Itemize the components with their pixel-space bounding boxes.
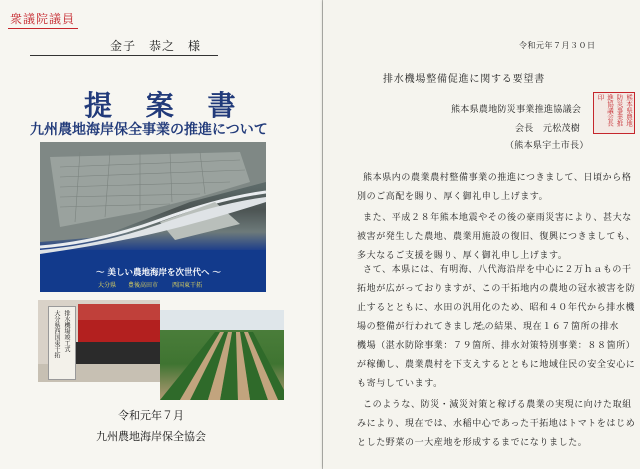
photo-location-1: 大分県	[98, 282, 117, 289]
cover-organization: 九州農地海岸保全協会	[96, 430, 206, 443]
body-paragraph-3-line-1: さて、本県には、有明海、八代海沿岸を中心に２万ｈａもの干	[363, 265, 632, 275]
ceremony-banner-left: 大分県西国東干拓	[53, 310, 60, 358]
ceremony-backdrop	[78, 320, 160, 342]
field-rows-illustration	[160, 310, 284, 400]
body-paragraph-3-line-4: 場の整備が行われてきました。	[357, 322, 492, 332]
ceremony-canopy	[78, 304, 160, 320]
body-paragraph-3-line-4-cont: その結果、現在１６７箇所の排水	[475, 322, 620, 332]
body-paragraph-2-line-3: 多大なるご支援を賜り、厚く御礼申し上げます。	[357, 251, 568, 261]
body-paragraph-4-line-2: みにより、現在では、水稲中心であった干拓地はトマトをはじめ	[357, 419, 636, 429]
body-paragraph-2-line-2: 被害が発生した農地、農業用施設の復旧、復興につきましても、	[357, 232, 636, 242]
body-paragraph-3-line-5: 機場（湛水防除事業：７９箇所、排水対策特別事業：８８箇所）	[357, 341, 636, 351]
body-paragraph-3-line-2: 拓地が広がっておりますが、この干拓地内の農地の冠水被害を防	[357, 284, 636, 294]
cover-date: 令和元年７月	[118, 409, 184, 422]
body-paragraph-4-line-3: とした野菜の一大産地を形成するまでになりました。	[357, 438, 588, 448]
official-seal-stamp	[593, 92, 635, 134]
official-seal-text: 熊本県農地防災事業推進協議会長印	[596, 94, 633, 127]
letter-title: 排水機場整備促進に関する要望書	[383, 74, 545, 85]
request-letter-page	[323, 0, 640, 469]
recipient-title-underline	[8, 28, 78, 29]
body-paragraph-1-line-1: 熊本県内の農業農村整備事業の推進につきまして、日頃から格	[363, 173, 632, 183]
recipient-name-underline	[30, 55, 218, 56]
recipient-name: 金子 恭之 様	[110, 39, 202, 53]
aerial-farmland-photo	[40, 142, 266, 292]
recipient-title: 衆議院議員	[10, 12, 76, 26]
sender-organization: 熊本県農地防災事業推進協議会	[451, 105, 582, 115]
body-paragraph-1-line-2: 別のご高配を賜り、厚く御礼申し上げます。	[357, 192, 549, 202]
photo-caption: 〜 美しい農地海岸を次世代へ 〜	[96, 268, 221, 278]
body-paragraph-4-line-1: このような、防災・減災対策と稼げる農業の実現に向けた取組	[363, 400, 632, 410]
photo-location-2: 豊後高田市	[128, 282, 159, 289]
proposal-subtitle: 九州農地海岸保全事業の推進について	[30, 122, 268, 138]
ceremony-photo	[38, 300, 160, 382]
sender-name: 会長 元松茂樹	[515, 124, 581, 134]
ceremony-banner-right: 排水機場竣工式	[63, 310, 70, 352]
body-paragraph-3-line-6: が稼働し、農業農村を下支えするとともに地域住民の安全安心に	[357, 360, 636, 370]
document-type-heading: 提 案 書	[84, 89, 248, 122]
sender-affiliation: （熊本県宇土市長）	[505, 141, 589, 151]
photo-location-3: 西国東干拓	[172, 282, 203, 289]
letter-date: 令和元年７月３０日	[519, 41, 596, 50]
body-paragraph-3-line-3: 止するとともに、水田の汎用化のため、昭和４０年代から排水機	[357, 303, 636, 313]
body-paragraph-3-line-7: も寄与しています。	[357, 379, 443, 389]
body-paragraph-2-line-1: また、平成２８年熊本地震やその後の豪雨災害により、甚大な	[363, 213, 632, 223]
ceremony-audience	[68, 342, 160, 364]
vegetable-field-photo	[160, 310, 284, 400]
